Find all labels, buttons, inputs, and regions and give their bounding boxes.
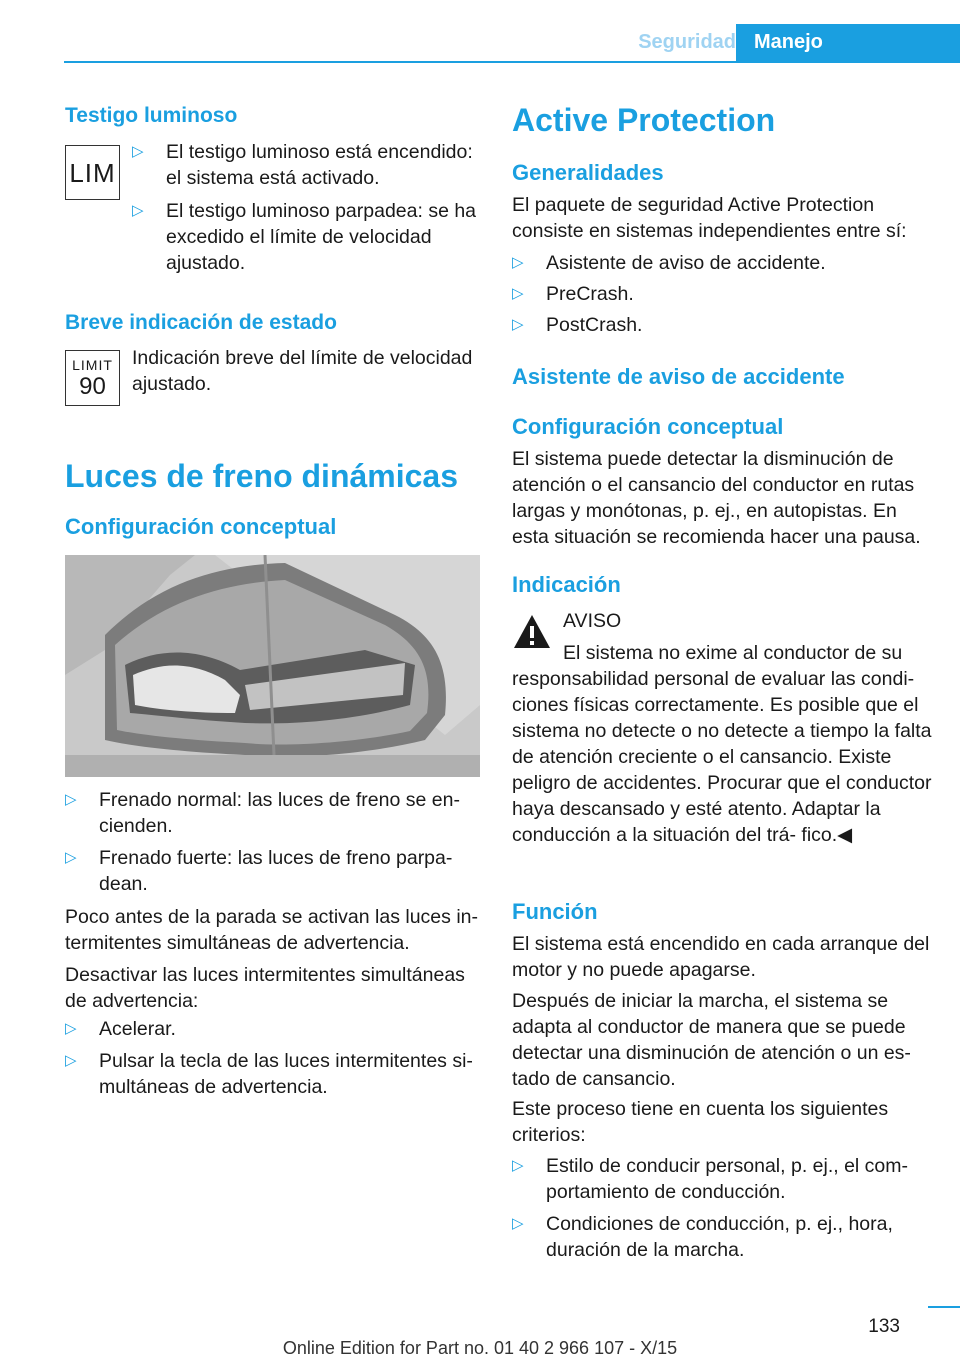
list-item-text: Asistente de aviso de accidente.: [546, 252, 826, 274]
list-item-text: El testigo luminoso parpadea: se ha excedido el límite de velocidad ajustado.: [166, 200, 477, 274]
limit-icon: [65, 350, 120, 406]
list-item-text: Estilo de conducir personal, p. ej., el com‐ portamiento de conducción.: [546, 1155, 909, 1203]
triangle-right-icon: ▷: [65, 1052, 77, 1069]
active-protection-title: Active Protection: [512, 102, 776, 138]
lim-icon-label: LIM: [69, 158, 116, 188]
triangle-right-icon: ▷: [512, 285, 524, 302]
page-number: 133: [868, 1316, 900, 1337]
list-item-text: Acelerar.: [99, 1018, 176, 1040]
luces-title: Luces de freno dinámicas: [65, 458, 459, 494]
funcion-title: Función: [512, 899, 598, 924]
config-text: El sistema puede detectar la disminución de atención o el cansancio del conductor en rutas largas y monótonas, p. ej., en autopistas. En esta situación se recomienda hacer una pausa.: [512, 448, 921, 548]
list-item: [132, 198, 482, 276]
list-item: [512, 1211, 932, 1263]
funcion-text-1: El sistema está encendido en cada arranque del motor y no puede apagarse.: [512, 933, 930, 981]
generalidades-title: Generalidades: [512, 160, 664, 185]
triangle-right-icon: ▷: [65, 791, 77, 808]
footer-rule: [928, 1306, 960, 1308]
list-item: [512, 281, 932, 307]
list-item-text: El testigo luminoso está encendido: el sistema está activado.: [166, 141, 473, 189]
tail-light-image: [65, 555, 480, 777]
list-item: [132, 139, 482, 191]
list-item: [65, 787, 480, 839]
aviso-label: AVISO: [563, 610, 622, 632]
funcion-text-3: Este proceso tiene en cuenta los siguientes criterios:: [512, 1098, 889, 1146]
list-item: [65, 1048, 480, 1100]
triangle-right-icon: ▷: [512, 316, 524, 333]
para-poco-antes: Poco antes de la parada se activan las luces in‐ termitentes simultáneas de advertencia.: [65, 906, 478, 954]
list-item-text: PostCrash.: [546, 314, 643, 336]
breve-text: Indicación breve del límite de velocidad ajustado.: [132, 347, 473, 395]
triangle-right-icon: ▷: [512, 1215, 524, 1232]
list-item-text: Frenado normal: las luces de freno se en‐ cienden.: [99, 789, 460, 837]
tab-seguridad: Seguridad: [638, 31, 736, 53]
triangle-right-icon: ▷: [512, 1157, 524, 1174]
list-item: [512, 250, 932, 276]
header-rule: [64, 61, 960, 63]
aviso-text: El sistema no exime al conductor de su responsabilidad personal de evaluar las condi‐ ciones físicas correctamente. Es posible que el sistema no detecte o no detecte a tiempo la falta de atención creciente o el cansancio. Existe peligro de accidentes. Procurar que el conductor haya descansado y esté atento. Adaptar la conducción a la situación del trá‐ fico.◀: [512, 642, 932, 846]
limit-icon-label: LIMIT: [72, 357, 113, 373]
triangle-right-icon: ▷: [132, 202, 144, 219]
generalidades-text: El paquete de seguridad Active Protection consiste en sistemas independientes entre sí:: [512, 194, 907, 242]
list-item-text: Frenado fuerte: las luces de freno parpa‐ dean.: [99, 847, 453, 895]
triangle-right-icon: ▷: [65, 849, 77, 866]
tab-manejo: Manejo: [736, 24, 960, 61]
list-item-text: PreCrash.: [546, 283, 634, 305]
indicacion-title: Indicación: [512, 572, 621, 597]
testigo-title: Testigo luminoso: [65, 104, 238, 127]
list-item: [65, 845, 480, 897]
list-item: [512, 312, 932, 338]
config-title-left: Configuración conceptual: [65, 514, 337, 539]
list-item-text: Condiciones de conducción, p. ej., hora, duración de la marcha.: [546, 1213, 893, 1261]
para-desactivar: Desactivar las luces intermitentes simultáneas de advertencia:: [65, 964, 465, 1012]
breve-title: Breve indicación de estado: [65, 311, 337, 334]
triangle-right-icon: ▷: [65, 1020, 77, 1037]
asistente-title: Asistente de aviso de accidente: [512, 364, 845, 389]
funcion-text-2: Después de iniciar la marcha, el sistema se adapta al conductor de manera que se puede detectar una disminución de atención o un es‐ tado de cansancio.: [512, 990, 911, 1090]
edition-footer: Online Edition for Part no. 01 40 2 966 107 - X/15: [282, 1338, 678, 1358]
list-item: [65, 1016, 480, 1042]
limit-icon-value: 90: [79, 373, 106, 400]
config-title-right: Configuración conceptual: [512, 414, 784, 439]
triangle-right-icon: ▷: [132, 143, 144, 160]
lim-icon: [65, 145, 120, 200]
triangle-right-icon: ▷: [512, 254, 524, 271]
list-item: [512, 1153, 932, 1205]
list-item-text: Pulsar la tecla de las luces intermitentes si‐ multáneas de advertencia.: [99, 1050, 473, 1098]
